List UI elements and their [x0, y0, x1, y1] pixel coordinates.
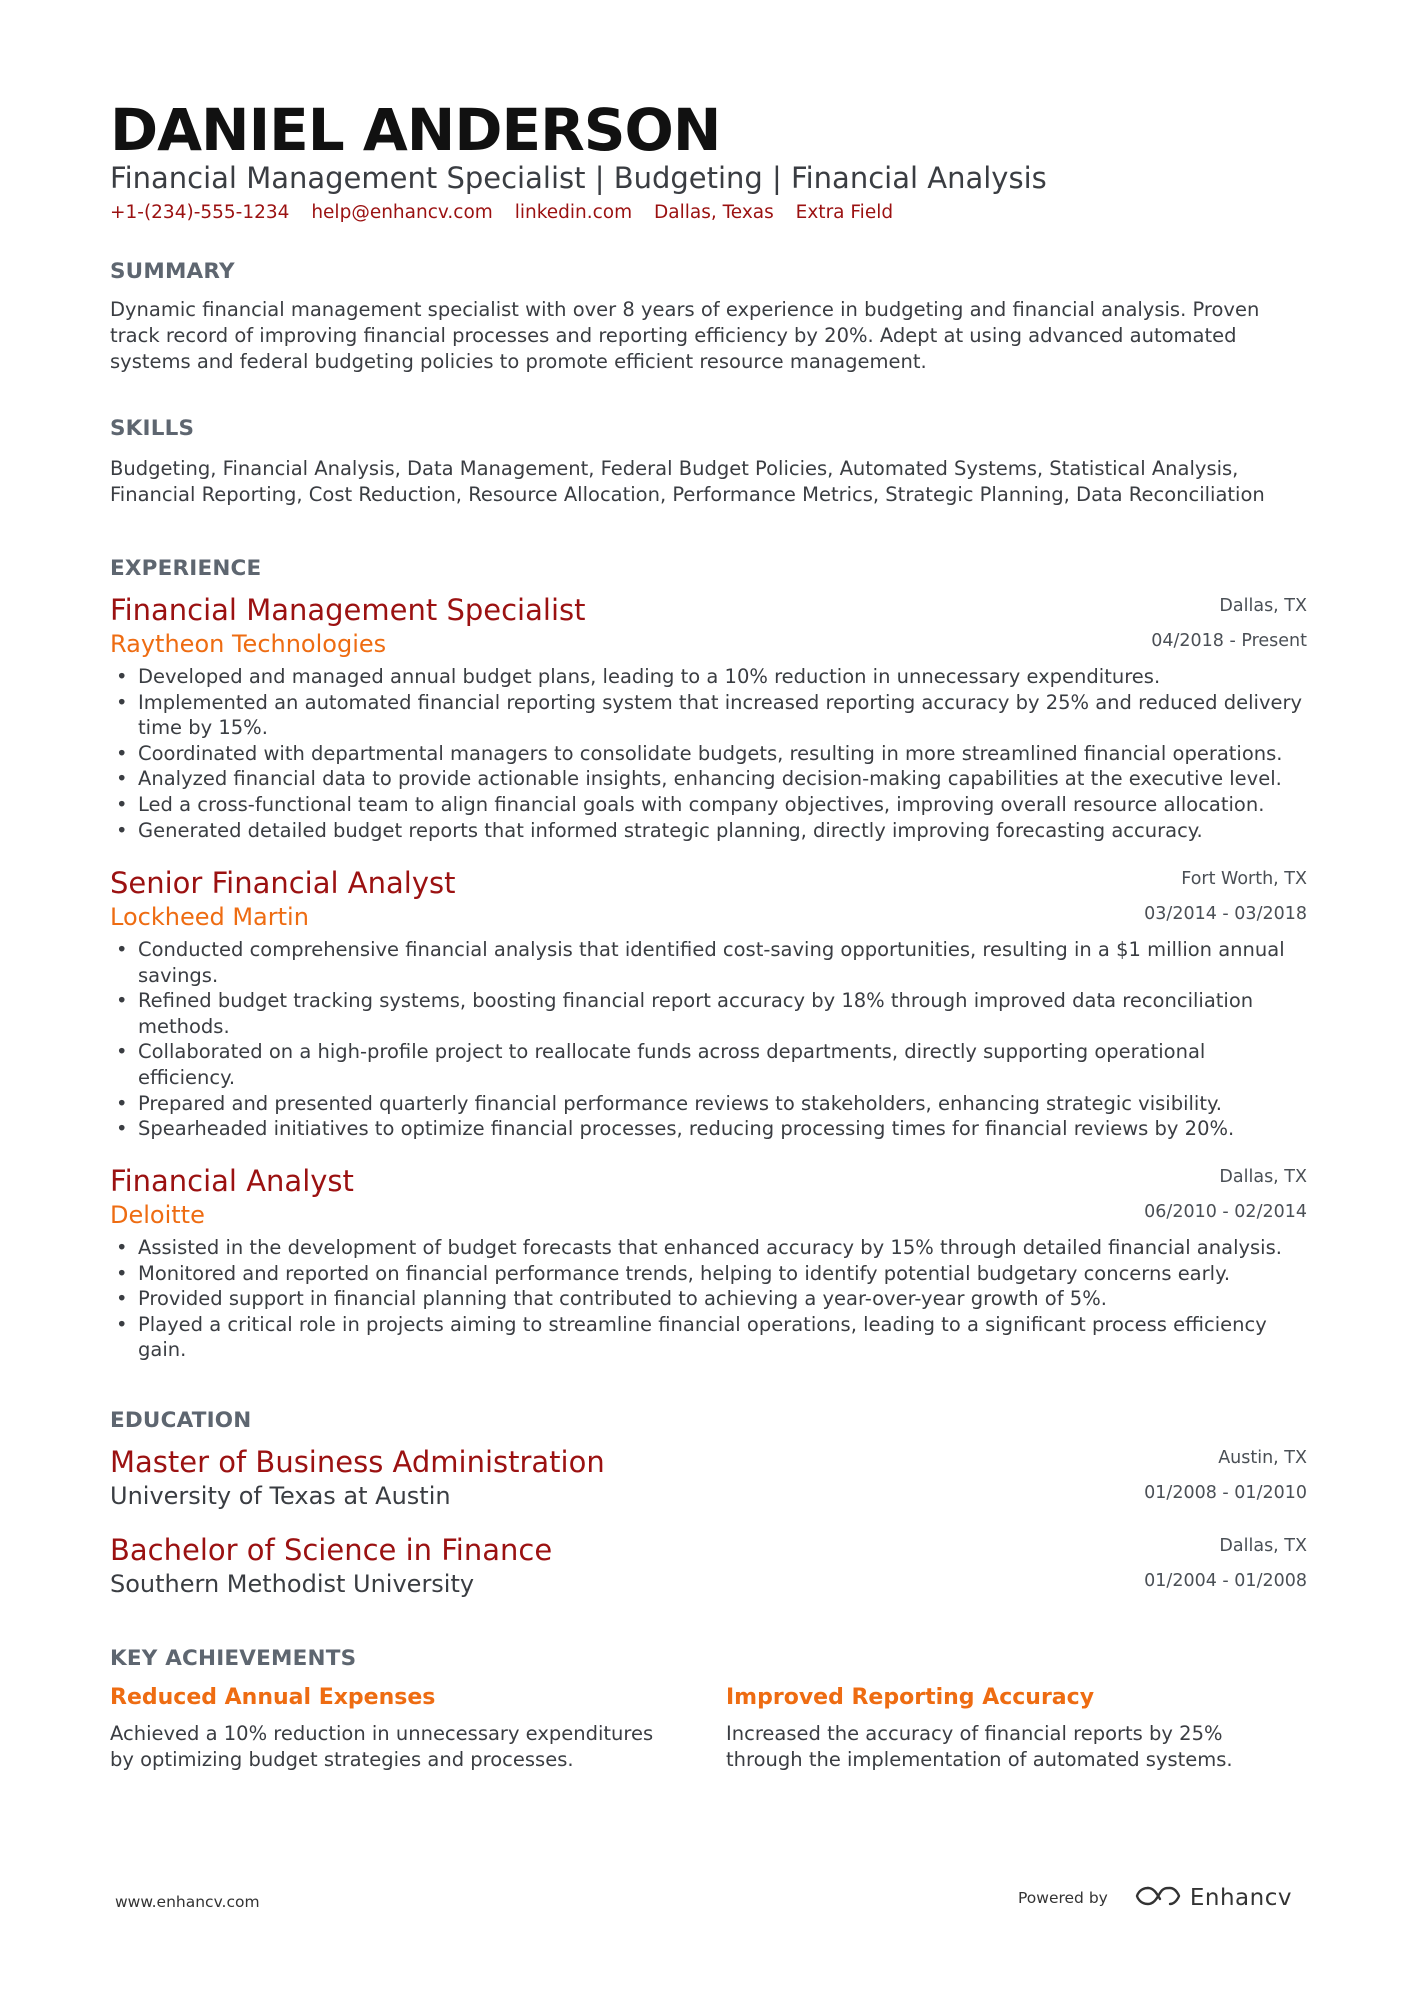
job-bullets: [110, 664, 1307, 843]
job-bullet: • Analyzed financial data to provide actionable insights, enhancing decision-making capabilities at the executive level.: [110, 766, 1307, 792]
job-company: Deloitte: [110, 1201, 205, 1229]
education-dates: 01/2008 - 01/2010: [1144, 1483, 1307, 1503]
achievements-heading: KEY ACHIEVEMENTS: [110, 1646, 357, 1671]
candidate-headline: Financial Management Specialist | Budgeting | Financial Analysis: [110, 161, 1047, 195]
summary-heading: SUMMARY: [110, 259, 235, 284]
job-title: Senior Financial Analyst: [110, 866, 456, 900]
job-bullet: • Monitored and reported on financial performance trends, helping to identify potential budgetary concerns early.: [110, 1261, 1307, 1287]
education-location: Dallas, TX: [1219, 1536, 1307, 1556]
job-bullet: • Coordinated with departmental managers to consolidate budgets, resulting in more streamlined financial operations.: [110, 741, 1307, 767]
achievement-item: [726, 1683, 1286, 1772]
skills-line: Financial Reporting, Cost Reduction, Resource Allocation, Performance Metrics, Strategic Planning, Data Reconciliation: [110, 483, 1265, 506]
contact-location: Dallas, Texas: [654, 202, 774, 223]
job-bullet: • Generated detailed budget reports that informed strategic planning, directly improving forecasting accuracy.: [110, 818, 1307, 844]
job-bullet: • Spearheaded initiatives to optimize financial processes, reducing processing times for financial reviews by 20%.: [110, 1116, 1307, 1142]
skills-text: [110, 456, 1310, 508]
job-bullet: • Led a cross-functional team to align financial goals with company objectives, improving overall resource allocation.: [110, 792, 1307, 818]
summary-text: [110, 297, 1310, 375]
footer-branding: [1018, 1878, 1292, 1918]
skills-line: Budgeting, Financial Analysis, Data Management, Federal Budget Policies, Automated Systems, Statistical Analysis,: [110, 457, 1239, 480]
job-bullet: • Conducted comprehensive financial analysis that identified cost-saving opportunities, resulting in a $1 million annual savings.: [110, 937, 1307, 988]
experience-heading: EXPERIENCE: [110, 556, 262, 581]
school: University of Texas at Austin: [110, 1482, 451, 1510]
job-entry: [110, 865, 1307, 1142]
job-company: Lockheed Martin: [110, 903, 309, 931]
job-bullet: • Collaborated on a high-profile project to reallocate funds across departments, directly supporting operational efficiency.: [110, 1039, 1307, 1090]
job-title: Financial Management Specialist: [110, 593, 586, 627]
job-bullet: • Prepared and presented quarterly financial performance reviews to stakeholders, enhancing strategic visibility.: [110, 1091, 1307, 1117]
job-location: Dallas, TX: [1219, 1167, 1307, 1187]
job-bullet: • Implemented an automated financial reporting system that increased reporting accuracy by 25% and reduced delivery time by 15%.: [110, 690, 1307, 741]
education-entry: [110, 1532, 1307, 1600]
education-dates: 01/2004 - 01/2008: [1144, 1571, 1307, 1591]
job-company: Raytheon Technologies: [110, 630, 387, 658]
job-entry: [110, 1163, 1307, 1363]
achievement-title: Improved Reporting Accuracy: [726, 1685, 1095, 1710]
job-title: Financial Analyst: [110, 1164, 354, 1198]
job-location: Dallas, TX: [1219, 596, 1307, 616]
contact-row: [110, 200, 909, 226]
education-location: Austin, TX: [1218, 1448, 1307, 1468]
job-dates: 06/2010 - 02/2014: [1144, 1202, 1307, 1222]
job-entry: [110, 592, 1307, 843]
school: Southern Methodist University: [110, 1570, 475, 1598]
degree: Master of Business Administration: [110, 1445, 605, 1479]
skills-heading: SKILLS: [110, 416, 195, 441]
job-bullet: • Refined budget tracking systems, boosting financial report accuracy by 18% through improved data reconciliation methods.: [110, 988, 1307, 1039]
job-bullet: • Assisted in the development of budget forecasts that enhanced accuracy by 15% through detailed financial analysis.: [110, 1235, 1307, 1261]
summary-line: Dynamic financial management specialist with over 8 years of experience in budgeting and financial analysis. Proven: [110, 298, 1260, 321]
job-bullet: • Played a critical role in projects aiming to streamline financial operations, leading to a significant process efficiency gain.: [110, 1312, 1307, 1363]
summary-line: systems and federal budgeting policies to promote efficient resource management.: [110, 350, 927, 373]
contact-extra: Extra Field: [795, 202, 894, 223]
education-heading: EDUCATION: [110, 1408, 252, 1433]
job-bullet: • Developed and managed annual budget plans, leading to a 10% reduction in unnecessary expenditures.: [110, 664, 1307, 690]
degree: Bachelor of Science in Finance: [110, 1533, 553, 1567]
enhancv-logo-icon: [1134, 1883, 1182, 1913]
job-bullet: • Provided support in financial planning that contributed to achieving a year-over-year growth of 5%.: [110, 1286, 1307, 1312]
contact-linkedin[interactable]: linkedin.com: [514, 202, 633, 223]
achievement-item: [110, 1683, 670, 1772]
powered-by-label: Powered by: [1018, 1889, 1108, 1907]
job-bullets: [110, 1235, 1307, 1363]
job-dates: 03/2014 - 03/2018: [1144, 904, 1307, 924]
contact-phone[interactable]: +1-(234)-555-1234: [110, 202, 290, 223]
enhancv-brand-name: Enhancv: [1189, 1885, 1292, 1911]
education-entry: [110, 1444, 1307, 1512]
summary-line: track record of improving financial processes and reporting efficiency by 20%. Adept at using advanced automated: [110, 324, 1237, 347]
job-bullets: [110, 937, 1307, 1142]
candidate-name: DANIEL ANDERSON: [110, 96, 721, 164]
achievement-desc: Increased the accuracy of financial reports by 25% through the implementation of automated systems.: [726, 1722, 1233, 1771]
job-dates: 04/2018 - Present: [1151, 631, 1307, 651]
achievement-title: Reduced Annual Expenses: [110, 1685, 436, 1710]
job-location: Fort Worth, TX: [1181, 869, 1307, 889]
contact-email[interactable]: help@enhancv.com: [311, 202, 493, 223]
achievement-desc: Achieved a 10% reduction in unnecessary expenditures by optimizing budget strategies and processes.: [110, 1722, 654, 1771]
footer-website[interactable]: www.enhancv.com: [115, 1893, 260, 1911]
